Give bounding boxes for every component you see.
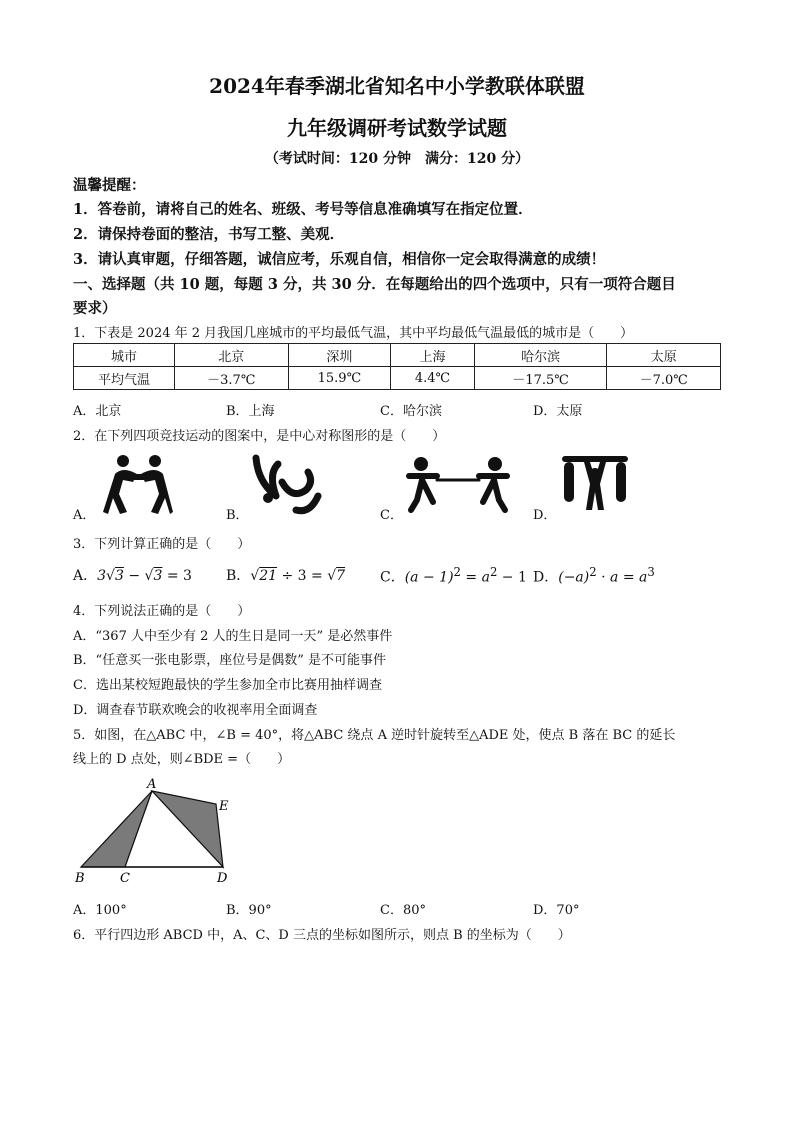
note-item: 1．答卷前，请将自己的姓名、班级、考号等信息准确填写在指定位置． — [73, 201, 533, 218]
wrestling-figure-icon — [93, 452, 183, 518]
table-cell: －3.7℃ — [175, 367, 289, 390]
option-label: C． — [380, 569, 405, 586]
option-d: D．太原 — [533, 404, 583, 419]
exponent: 2 — [453, 565, 461, 579]
note-item: 2．请保持卷面的整洁，书写工整、美观． — [73, 226, 345, 243]
notes-heading: 温馨提醒： — [73, 177, 146, 194]
table-header-cell: 深圳 — [288, 344, 391, 367]
option-c: C． — [380, 508, 403, 523]
option-label: B． — [226, 568, 251, 584]
math-expr: = a — [460, 569, 490, 586]
option-label: A． — [73, 568, 98, 584]
option-b: B． — [226, 508, 249, 523]
table-cell: 平均气温 — [74, 367, 175, 390]
q6-stem: 6．平行四边形 ABCD 中，A、C、D 三点的坐标如图所示，则点 B 的坐标为（ ） — [73, 928, 571, 943]
tug-of-war-figure-icon — [403, 452, 513, 518]
weightlifter-figure-icon — [560, 454, 630, 516]
temperature-table — [73, 343, 721, 390]
exam-info: （考试时间：120 分钟 满分：120 分） — [264, 151, 530, 167]
exponent: 2 — [589, 565, 597, 579]
point-label-d: D — [217, 871, 228, 886]
option-d: D．70° — [533, 903, 580, 918]
option-a: A． — [73, 508, 96, 523]
q3-stem: 3．下列计算正确的是（ ） — [73, 537, 251, 552]
table-header-cell: 太原 — [607, 344, 721, 367]
radicand: 3 — [153, 568, 163, 584]
table-row — [74, 367, 721, 390]
q5-stem: 5．如图，在△ABC 中，∠B = 40°，将△ABC 绕点 A 逆时针旋转至△ADE 处，使点 B 落在 BC 的延长 — [73, 728, 676, 743]
math-expr: 3 — [97, 568, 107, 584]
math-expr: − 1 — [497, 569, 527, 586]
option-a: A．北京 — [73, 404, 122, 419]
option-c: C．80° — [380, 903, 426, 918]
sqrt-symbol: √ — [250, 568, 260, 584]
q2-figures — [73, 452, 733, 524]
point-label-b: B — [75, 871, 85, 886]
option-label: D． — [533, 569, 559, 586]
table-cell: －17.5℃ — [474, 367, 607, 390]
q4-stem: 4．下列说法正确的是（ ） — [73, 604, 251, 619]
point-label-a: A — [147, 778, 157, 792]
gymnast-figure-icon — [248, 452, 328, 518]
math-expr: (−a) — [558, 569, 590, 586]
exam-title: 2024年春季湖北省知名中小学教联体联盟 — [209, 74, 585, 98]
radicand: 7 — [336, 568, 346, 584]
table-row — [74, 344, 721, 367]
math-op: − — [123, 568, 145, 584]
section-heading-cont: 要求） — [73, 300, 117, 317]
exponent: 3 — [647, 565, 655, 579]
option-b — [226, 565, 345, 585]
radicand: 21 — [259, 568, 278, 584]
table-header-cell: 上海 — [391, 344, 475, 367]
math-expr: · a = a — [596, 569, 648, 586]
note-item: 3．请认真审题，仔细答题，诚信应考，乐观自信，相信你一定会取得满意的成绩！ — [73, 251, 606, 268]
option-c — [380, 565, 527, 587]
radicand: 3 — [114, 568, 124, 584]
table-cell: 15.9℃ — [288, 367, 391, 390]
point-label-e: E — [219, 799, 229, 814]
math-expr: (a − 1) — [404, 569, 454, 586]
sqrt-symbol: √ — [106, 568, 115, 584]
table-cell: 4.4℃ — [391, 367, 475, 390]
math-expr: = 3 — [162, 568, 192, 584]
q1-stem: 1．下表是 2024 年 2 月我国几座城市的平均最低气温，其中平均最低气温最低的城市是（ ） — [73, 326, 634, 341]
q5-stem-cont: 线上的 D 点处，则∠BDE =（ ） — [73, 752, 291, 767]
table-header-cell: 哈尔滨 — [474, 344, 607, 367]
table-header-cell: 北京 — [175, 344, 289, 367]
sqrt-symbol: √ — [144, 568, 154, 584]
point-label-c: C — [120, 871, 130, 886]
option-c: C．选出某校短跑最快的学生参加全市比赛用抽样调查 — [73, 678, 382, 693]
option-b: B．“任意买一张电影票，座位号是偶数” 是不可能事件 — [73, 653, 386, 668]
section-heading: 一、选择题（共 10 题，每题 3 分，共 30 分．在每题给出的四个选项中，只有一项符合题目 — [73, 276, 676, 293]
q2-stem: 2．在下列四项竞技运动的图案中，是中心对称图形的是（ ） — [73, 429, 446, 444]
option-a: A．100° — [73, 903, 127, 918]
option-d: D． — [533, 508, 557, 523]
option-c: C．哈尔滨 — [380, 404, 442, 419]
option-d — [533, 565, 655, 587]
option-b: B．上海 — [226, 404, 275, 419]
math-expr: ÷ 3 = — [277, 568, 328, 584]
rotation-triangle-diagram — [73, 778, 243, 888]
option-d: D．调查春节联欢晚会的收视率用全面调查 — [73, 703, 318, 718]
sqrt-symbol: √ — [327, 568, 337, 584]
option-a: A．“367 人中至少有 2 人的生日是同一天” 是必然事件 — [73, 629, 393, 644]
exponent: 2 — [489, 565, 498, 579]
table-header-cell: 城市 — [74, 344, 175, 367]
option-a — [73, 565, 192, 585]
option-b: B．90° — [226, 903, 272, 918]
table-cell: －7.0℃ — [607, 367, 721, 390]
exam-subtitle: 九年级调研考试数学试题 — [287, 116, 507, 140]
